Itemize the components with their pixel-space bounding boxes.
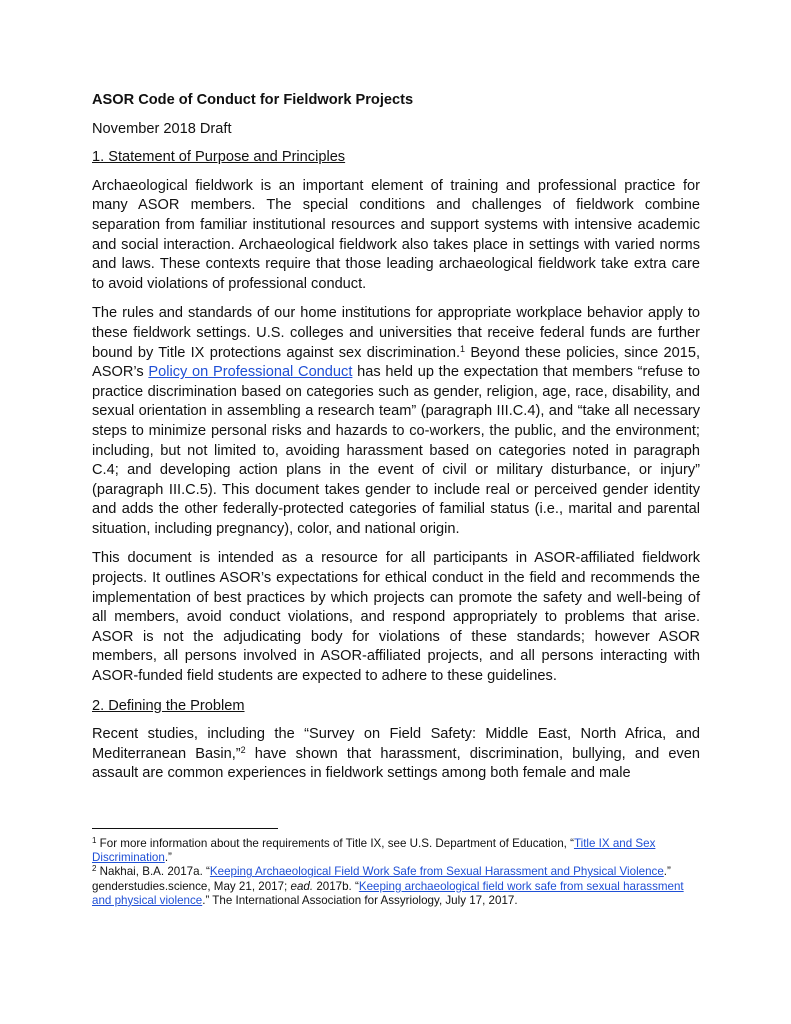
- policy-link[interactable]: Policy on Professional Conduct: [148, 364, 353, 381]
- footnote-text: .”: [164, 851, 172, 865]
- section-1-paragraph-2: [92, 304, 700, 539]
- footnote-divider: [92, 828, 278, 829]
- paragraph-text: have shown that harassment, discrimination, bullying, and even assault are common experiences in fieldwork settings among both female and male: [92, 745, 700, 782]
- footnote-1: [92, 837, 700, 865]
- footnote-number: 2: [92, 864, 97, 874]
- section-2-paragraph-1: [92, 725, 700, 784]
- section-1-paragraph-1: Archaeological fieldwork is an important element of training and professional practice for many ASOR members. The special conditions and challenges of fieldwork combine separation from familiar institutional resources and support systems with intensive academic and social interaction. Archaeological fieldwork also takes place in settings with varied norms and laws. These contexts require that those leading archaeological fieldwork take extra care to avoid violations of professional conduct.: [92, 177, 700, 292]
- footnote-ref-1: 1: [460, 343, 466, 354]
- footnote-text: For more information about the requirements of Title IX, see U.S. Department of Education, “: [96, 837, 574, 850]
- footnote-text: .” genderstudies.science, May 21, 2017;: [92, 865, 671, 893]
- title-ix-link[interactable]: Title IX and Sex Discrimination: [92, 837, 656, 865]
- field-safety-link-2[interactable]: Keeping archaeological field work safe from sexual harassment and physical violence: [92, 879, 684, 907]
- document-subtitle: November 2018 Draft: [92, 120, 232, 137]
- footnotes: [92, 828, 700, 908]
- footnote-ead: ead.: [290, 879, 314, 893]
- footnote-text: 2017b. “: [313, 879, 359, 893]
- footnote-ref-2: 2: [240, 744, 246, 755]
- footnote-text: .” The International Association for Assyriology, July 17, 2017.: [202, 893, 518, 907]
- document-body: [92, 91, 700, 794]
- section-1-heading: 1. Statement of Purpose and Principles: [92, 149, 346, 166]
- section-2-heading: 2. Defining the Problem: [92, 697, 245, 714]
- footnote-2: [92, 865, 700, 908]
- paragraph-text: Beyond these policies, since 2015, ASOR’s: [92, 344, 700, 381]
- footnote-number: 1: [92, 836, 97, 845]
- footnote-text: Nakhai, B.A. 2017a. “: [96, 865, 210, 879]
- field-safety-link-1[interactable]: Keeping Archaeological Field Work Safe from Sexual Harassment and Physical Violence: [209, 865, 664, 879]
- paragraph-text: The rules and standards of our home institutions for appropriate workplace behavior apply to these fieldwork settings. U.S. colleges and universities that receive federal funds are further bound by Title IX protections against sex discrimination.: [92, 305, 700, 361]
- paragraph-text: has held up the expectation that members “refuse to practice discrimination based on categories such as gender, religion, age, race, disability, and sexual orientation in assembling a research team” (paragraph III.C.4), and “take all necessary steps to minimize personal risks and hazards to co-workers, the public, and the environment; including, but not limited to, avoiding harassment based on categories noted in paragraph C.4; and developing action plans in the event of civil or military disturbance, or injury” (paragraph III.C.5). This document takes gender to include real or perceived gender identity and adds the other federally-protected categories of familial status (i.e., marital and parental situation, including pregnancy), color, and national origin.: [92, 364, 700, 537]
- document-title: ASOR Code of Conduct for Fieldwork Projects: [92, 92, 414, 108]
- paragraph-text: Recent studies, including the “Survey on Field Safety: Middle East, North Africa, and Mediterranean Basin,”: [92, 726, 700, 762]
- section-1-paragraph-3: This document is intended as a resource for all participants in ASOR-affiliated fieldwork projects. It outlines ASOR’s expectations for ethical conduct in the field and recommends the implementation of best practices by which projects can promote the safety and well-being of all members, avoid conduct violations, and respond appropriately to problems that arise. ASOR is not the adjudicating body for violations of these standards; however ASOR members, all persons involved in ASOR-affiliated projects, and all persons interacting with ASOR-funded field students are expected to adhere to these guidelines.: [92, 550, 700, 685]
